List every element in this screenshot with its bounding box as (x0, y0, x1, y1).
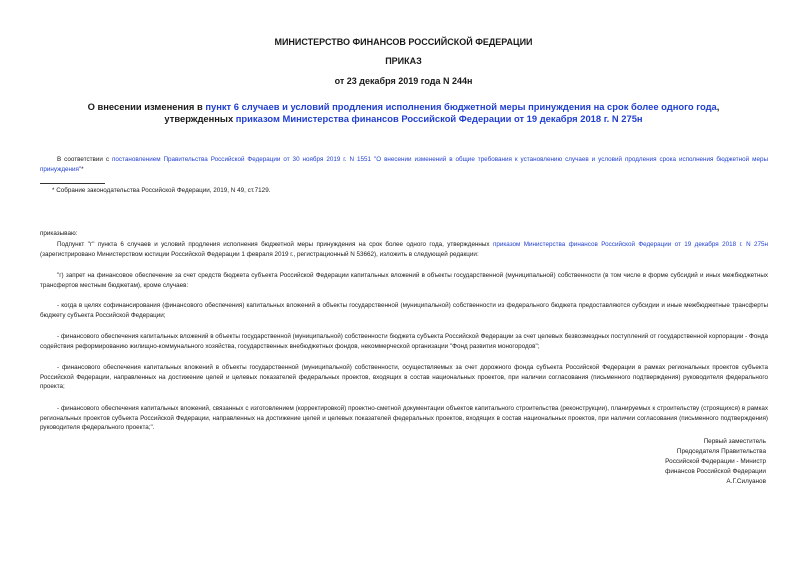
preamble-text-1: В соответствии с (57, 156, 112, 163)
order-word: приказываю: (40, 230, 78, 237)
paragraph-2: "г) запрет на финансовое обеспечение за счет средств бюджета субъекта Российской Федерации капитальных вложений в объекты государственной (муниципальной) собственности (в том числе в форме субсидий и иных межбюджетных трансфертов местным бюджетам), кроме случаев: (40, 272, 768, 289)
signature-line-1: Первый заместитель (703, 438, 766, 445)
signature-line-4: финансов Российской Федерации (665, 468, 766, 475)
preamble-paragraph (40, 155, 768, 174)
title-text-1: О внесении изменения в (87, 101, 206, 112)
paragraph-3: - когда в целях софинансирования (финансового обеспечения) капитальных вложений в объекты государственной (муниципальной) собственности из федерального бюджета предоставляются субсидии и иные межбюджетные трансферты бюджету субъекта Российской Федерации; (40, 302, 768, 319)
preamble-footnote-mark: * (81, 165, 84, 173)
title-text-2: , утвержденных (164, 101, 720, 124)
ministry-heading: МИНИСТЕРСТВО ФИНАНСОВ РОССИЙСКОЙ ФЕДЕРАЦИИ (274, 37, 533, 47)
paragraph-6: - финансового обеспечения капитальных вложений, связанных с изготовлением (корректировкой) проектно-сметной документации объектов капитального строительства (реконструкции), планируемых к строительству (строящихся) в рамках региональных проектов субъекта Российской Федерации, направленных на достижение целей и целевых показателей федеральных проектов, входящих в состав национальных проектов, при наличии согласования (письменного подтверждения) руководителя федерального проекта;". (40, 405, 768, 431)
document-title (55, 101, 752, 125)
paragraph-4: - финансового обеспечения капитальных вложений в объекты государственной (муниципальной) собственности бюджета субъекта Российской Федерации за счет целевых безвозмездных поступлений от государственной корпорации - Фонда содействия реформированию жилищно-коммунального хозяйства, государственных внебюджетных фондов, некоммерческой организации "Фонд развития моногородов"; (40, 333, 768, 350)
order-heading: ПРИКАЗ (385, 56, 422, 66)
p1-text-2: (зарегистрировано Министерством юстиции Российской Федерации 1 февраля 2019 г., регистрационный N 53662), изложить в следующей редакции: (40, 250, 479, 258)
title-link-point6[interactable]: пункт 6 случаев и условий продления исполнения бюджетной меры принуждения на срок более одного года (205, 101, 717, 112)
p1-link-order-275n[interactable]: приказом Министерства финансов Российской Федерации от 19 декабря 2018 г. N 275н (492, 241, 768, 248)
paragraph-5: - финансового обеспечения капитальных вложений в объекты государственной (муниципальной) собственности, осуществляемых за счет дорожного фонда субъекта Российской Федерации в рамках региональных проектов субъекта Российской Федерации, направленных на достижение целей и целевых показателей федеральных проектов, входящих в состав национальных проектов, при наличии согласования (письменного подтверждения) руководителя федерального проекта; (40, 364, 768, 390)
preamble-link-resolution-1551[interactable]: постановлением Правительства Российской Федерации от 30 ноября 2019 г. N 1551 "О внесении изменений в общие требования к установлению случаев и условий продления срока исполнения бюджетной меры принуждения" (40, 156, 768, 173)
order-date-number: от 23 декабря 2019 года N 244н (334, 76, 473, 86)
title-link-order-275n[interactable]: приказом Министерства финансов Российской Федерации от 19 декабря 2018 г. N 275н (235, 113, 643, 124)
footnote-divider (40, 183, 105, 184)
paragraph-1 (40, 240, 768, 259)
footnote: * Собрание законодательства Российской Федерации, 2019, N 49, ст.7129. (52, 187, 271, 194)
signature-line-2: Председателя Правительства (676, 448, 766, 455)
p1-text-1: Подпункт "г" пункта 6 случаев и условий продления исполнения бюджетной меры принуждения на срок более одного года, утвержденных (57, 241, 493, 248)
signature-name: А.Г.Силуанов (726, 478, 766, 485)
signature-line-3: Российской Федерации - Министр (665, 458, 766, 465)
signature-block (566, 437, 766, 487)
